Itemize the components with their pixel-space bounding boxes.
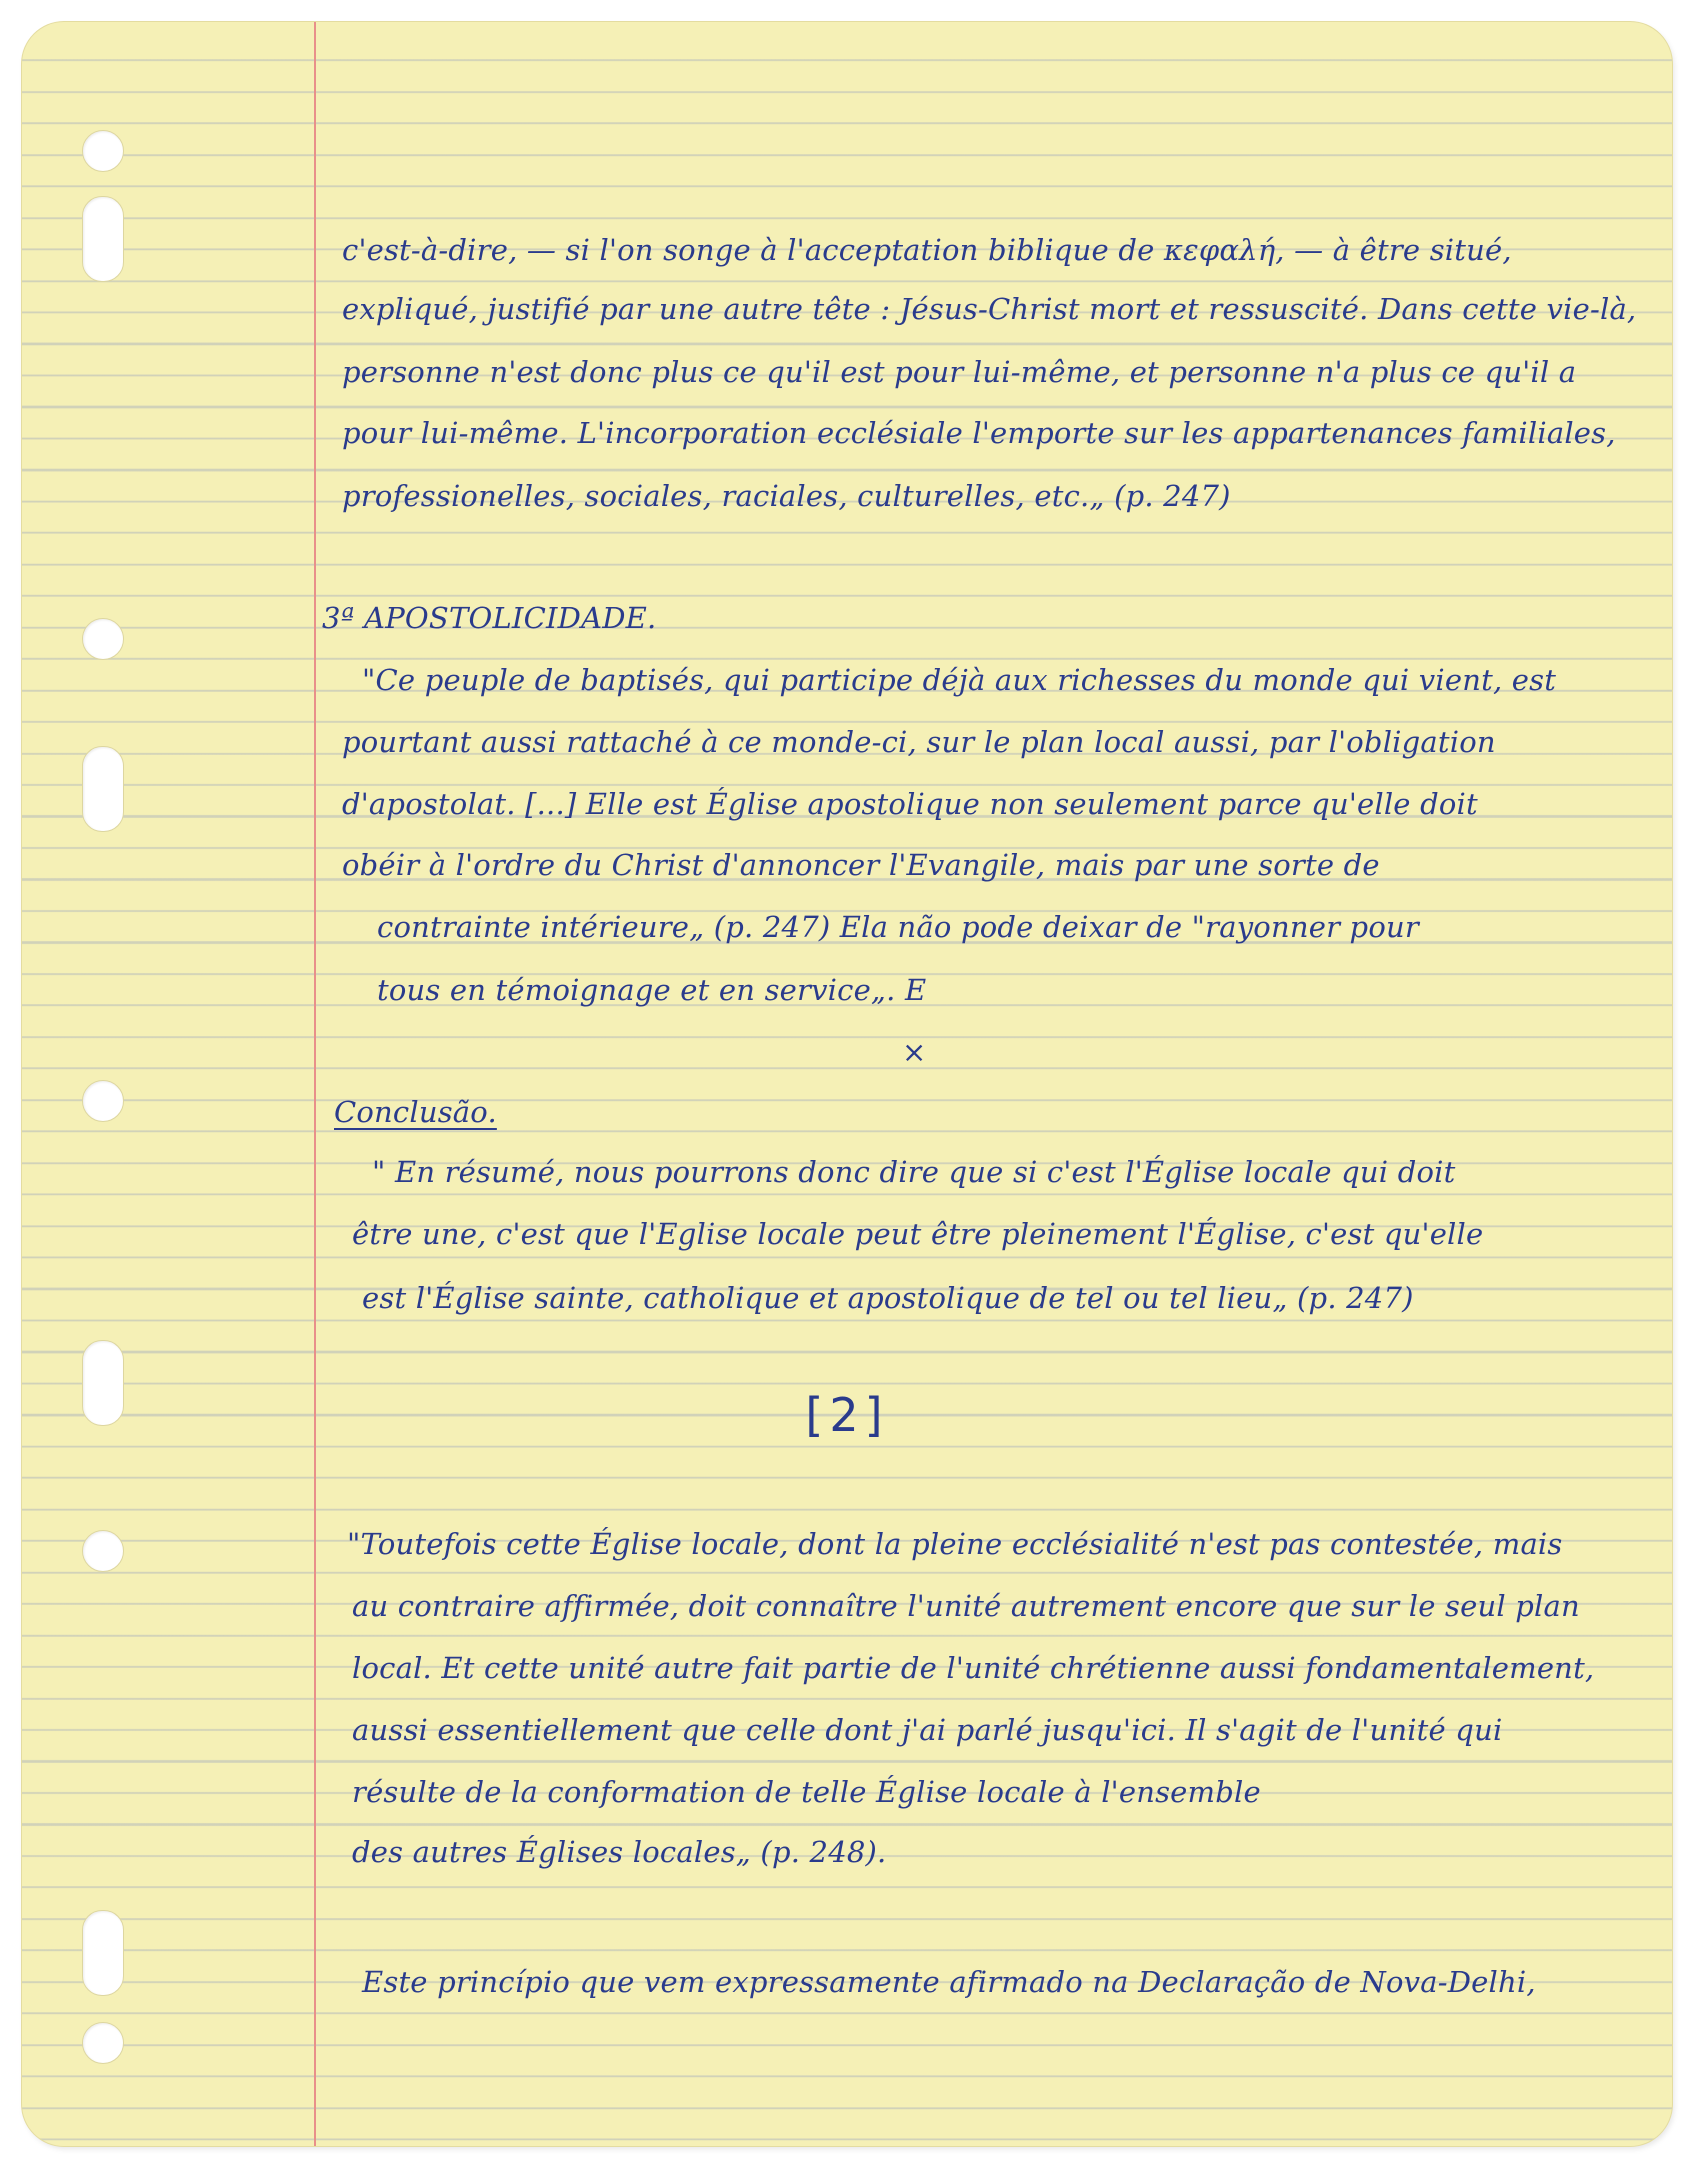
punch-hole [82, 618, 124, 660]
text-line: expliqué, justifié par une autre tête : Jésus-Christ mort et ressuscité. Dans cette vie-là, [342, 292, 1637, 326]
punch-hole [82, 130, 124, 172]
margin-rule [314, 22, 316, 2146]
punch-hole [82, 1080, 124, 1122]
text-line: professionelles, sociales, raciales, culturelles, etc.„ (p. 247) [342, 479, 1231, 513]
text-line: "Ce peuple de baptisés, qui participe déjà aux richesses du monde qui vient, est [362, 663, 1557, 697]
section-number: [2] [805, 1388, 889, 1442]
text-line: " En résumé, nous pourrons donc dire que si c'est l'Église locale qui doit [372, 1155, 1456, 1189]
text-line: est l'Église sainte, catholique et apostolique de tel ou tel lieu„ (p. 247) [362, 1281, 1414, 1315]
text-line: "Toutefois cette Église locale, dont la pleine ecclésialité n'est pas contestée, mais [347, 1527, 1563, 1561]
text-line: tous en témoignage et en service„. E [377, 973, 927, 1007]
text-line: local. Et cette unité autre fait partie de l'unité chrétienne aussi fondamentalement, [352, 1651, 1595, 1685]
text-line: être une, c'est que l'Eglise locale peut être pleinement l'Église, c'est qu'elle [352, 1217, 1484, 1251]
section-heading: 3ª APOSTOLICIDADE. [322, 601, 657, 635]
text-line: au contraire affirmée, doit connaître l'unité autrement encore que sur le seul plan [352, 1589, 1580, 1623]
text-line: résulte de la conformation de telle Église locale à l'ensemble [352, 1775, 1261, 1809]
text-line: pour lui-même. L'incorporation ecclésiale l'emporte sur les appartenances familiales, [342, 416, 1616, 450]
punch-slot [82, 746, 124, 832]
punch-hole [82, 1530, 124, 1572]
punch-hole [82, 2022, 124, 2064]
text-line: personne n'est donc plus ce qu'il est pour lui-même, et personne n'a plus ce qu'il a [342, 355, 1577, 389]
text-line: d'apostolat. [...] Elle est Église apostolique non seulement parce qu'elle doit [342, 787, 1478, 821]
text-line: des autres Églises locales„ (p. 248). [352, 1835, 887, 1869]
text-line: pourtant aussi rattaché à ce monde-ci, sur le plan local aussi, par l'obligation [342, 725, 1496, 759]
section-heading: Conclusão. [334, 1095, 497, 1129]
punch-slot [82, 196, 124, 282]
punch-slot [82, 1910, 124, 1996]
text-line: obéir à l'ordre du Christ d'annoncer l'Evangile, mais par une sorte de [342, 848, 1380, 882]
text-line: c'est-à-dire, — si l'on songe à l'acceptation biblique de κεφαλή, — à être situé, [342, 233, 1512, 267]
text-line: Este princípio que vem expressamente afirmado na Declaração de Nova-Delhi, [362, 1965, 1536, 1999]
text-line: aussi essentiellement que celle dont j'ai parlé jusqu'ici. Il s'agit de l'unité qui [352, 1713, 1503, 1747]
text-line: contrainte intérieure„ (p. 247) Ela não pode deixar de "rayonner pour [377, 910, 1419, 944]
notebook-sheet [22, 22, 1672, 2146]
separator-mark: × [902, 1035, 927, 1069]
